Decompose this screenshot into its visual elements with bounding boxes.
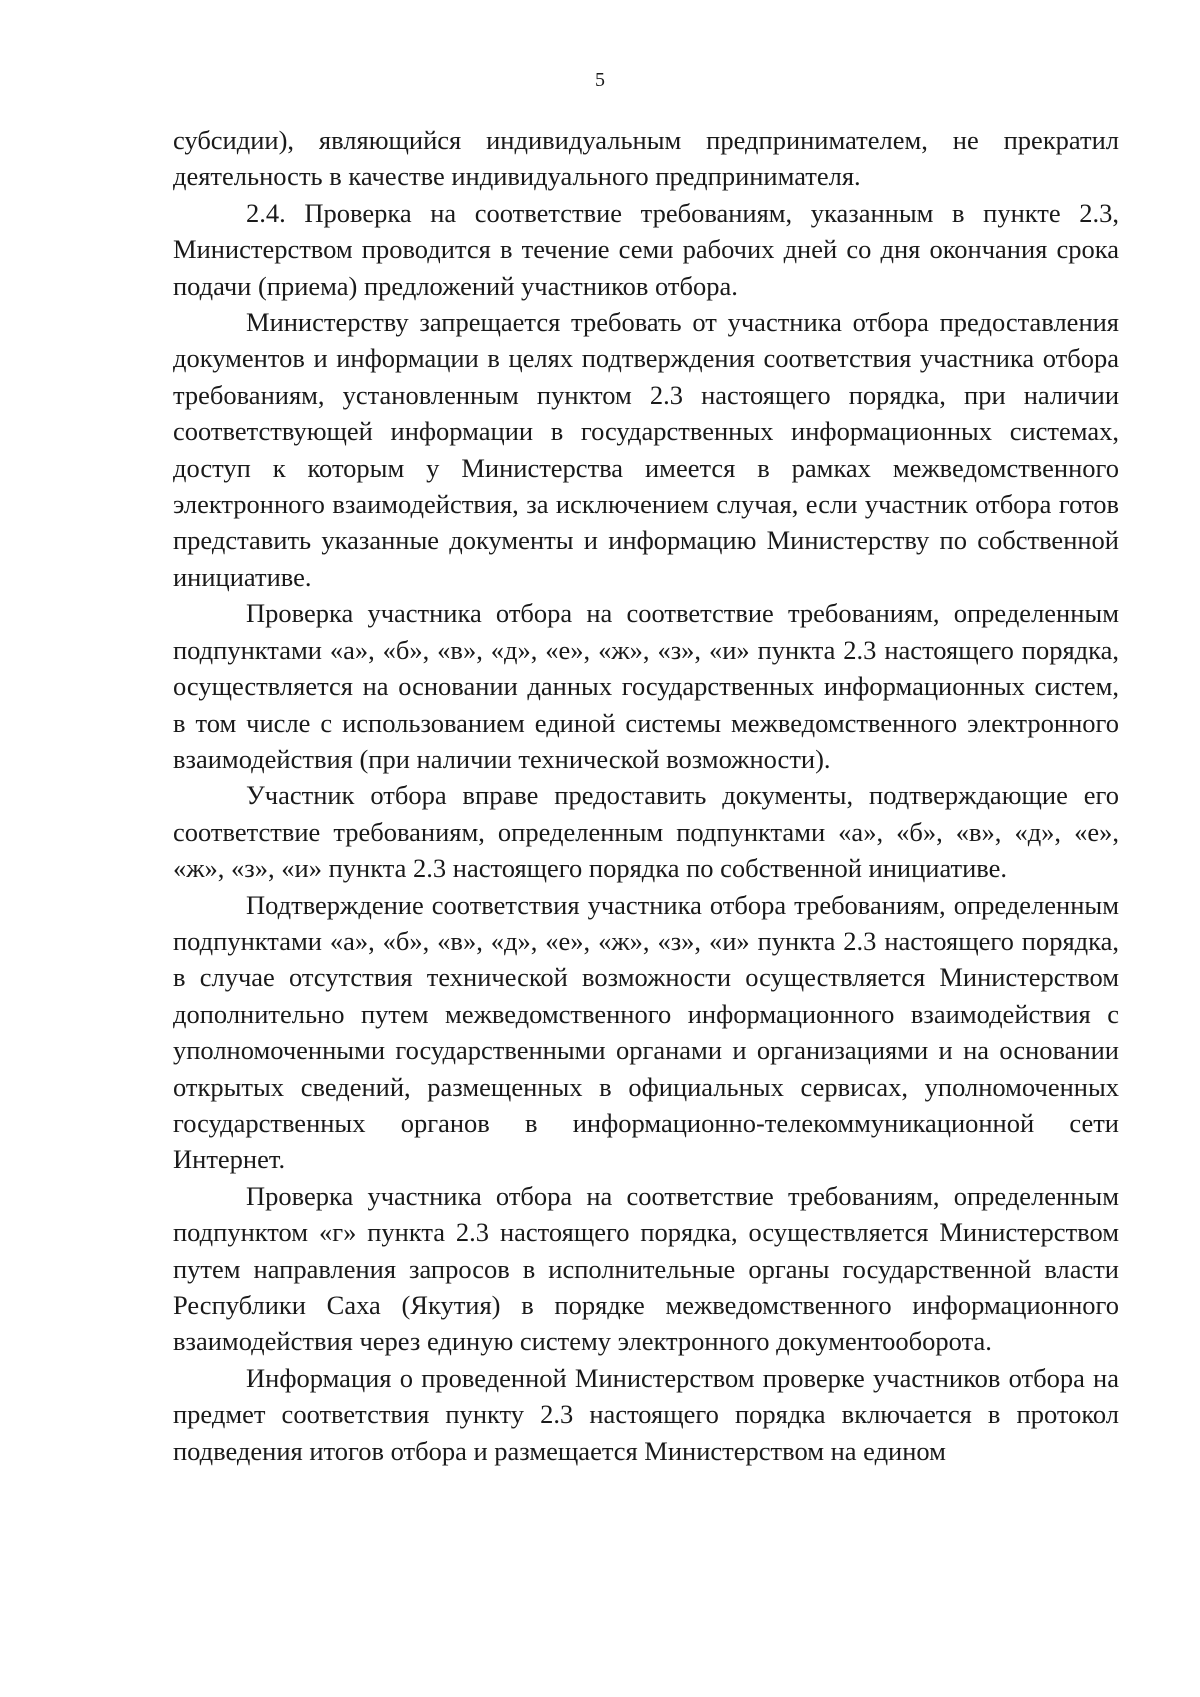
paragraph-8: Информация о проведенной Министерством проверке участников отбора на предмет соответствия пункту 2.3 настоящего порядка включается в протокол подведения итогов отбора и размещается Министерством на едином [173,1362,1119,1466]
page-number: 5 [595,69,605,91]
paragraph-6: Подтверждение соответствия участника отбора требованиям, определенным подпунктами «а», «б», «в», «д», «е», «ж», «з», «и» пункта 2.3 настоящего порядка, в случае отсутствия технической возможности осуществляется Министерством дополнительно путем межведомственного информационного взаимодействия с уполномоченными государственными органами и организациями и на основании открытых сведений, размещенных в официальных сервисах, уполномоченных государственных органов в информационно-телекоммуникационной сети Интернет. [173,889,1119,1175]
paragraph-1: субсидии), являющийся индивидуальным предпринимателем, не прекратил деятельность в качестве индивидуального предпринимателя. [173,125,1119,192]
paragraph-4: Проверка участника отбора на соответствие требованиям, определенным подпунктами «а», «б», «в», «д», «е», «ж», «з», «и» пункта 2.3 настоящего порядка, осуществляется на основании данных государственных информационных систем, в том числе с использованием единой системы межведомственного электронного взаимодействия (при наличии технической возможности). [173,598,1119,774]
document-body [173,122,1119,1469]
paragraph-7: Проверка участника отбора на соответствие требованиям, определенным подпунктом «г» пункта 2.3 настоящего порядка, осуществляется Министерством путем направления запросов в исполнительные органы государственной власти Республики Саха (Якутия) в порядке межведомственного информационного взаимодействия через единую систему электронного документооборота. [173,1180,1119,1357]
paragraph-3: Министерству запрещается требовать от участника отбора предоставления документов и информации в целях подтверждения соответствия участника отбора требованиям, установленным пунктом 2.3 настоящего порядка, при наличии соответствующей информации в государственных информационных системах, доступ к которым у Министерства имеется в рамках межведомственного электронного взаимодействия, за исключением случая, если участник отбора готов представить указанные документы и информацию Министерству по собственной инициативе. [173,307,1119,592]
paragraph-5: Участник отбора вправе предоставить документы, подтверждающие его соответствие требованиям, определенным подпунктами «а», «б», «в», «д», «е», «ж», «з», «и» пункта 2.3 настоящего порядка по собственной инициативе. [173,780,1119,884]
paragraph-2: 2.4. Проверка на соответствие требованиям, указанным в пункте 2.3, Министерством проводится в течение семи рабочих дней со дня окончания срока подачи (приема) предложений участников отбора. [173,197,1119,301]
